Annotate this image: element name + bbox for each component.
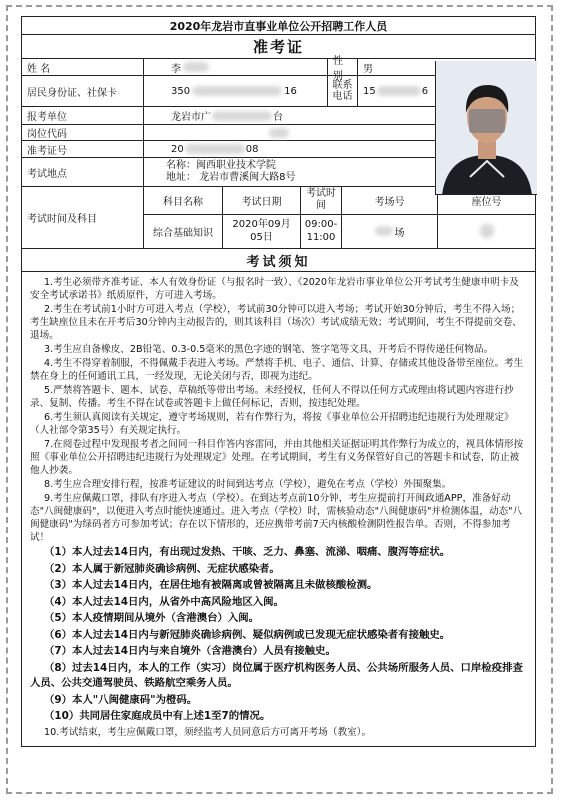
admission-ticket — [21, 16, 536, 747]
notice-item: 10.考试结束，考生应佩戴口罩，须经监考人员同意后方可离开考场（教室）。 — [44, 726, 372, 738]
health-condition-item: （8）过去14日内，本人的工作（实习）岗位属于医疗机构医务人员、公共场所服务人员、口岸检疫排查人员、公共交通驾驶员、铁路航空乘务人员。 — [30, 661, 523, 689]
name-label: 姓 名 — [22, 59, 144, 75]
candidate-photo — [435, 61, 537, 195]
ticket-subtitle: 准考证 — [252, 38, 304, 56]
notice-item: 5.严禁将答题卡、题本、试卷、草稿纸等带出考场。未经授权，任何人不得以任何方式或理由将试题内容进行抄录、复制、传播。考生不得在试卷或答题卡上做任何标记，否则，按违纪处理。 — [30, 385, 514, 409]
location-value — [144, 158, 435, 186]
ticket-number-value: 20 08 — [171, 143, 259, 155]
health-condition-item: （9）本人"八闽健康码"为橙码。 — [44, 693, 198, 706]
header-room: 考场号 — [342, 187, 438, 214]
health-condition-item: （1）本人过去14日内，有出现过发热、干咳、乏力、鼻塞、流涕、咽痛、腹泻等症状。 — [44, 546, 451, 558]
notice-item: 3.考生应自备橡皮、2B铅笔、0.3-0.5毫米的黑色字迹的钢笔、签字笔等文具，开考后不得传递任何物品。 — [44, 344, 494, 355]
seat-value — [438, 215, 535, 248]
gender-label: 性别 — [328, 59, 358, 75]
gender-value: 男 — [363, 63, 373, 75]
ticket-number-label: 准考证号 — [22, 141, 144, 157]
header-date: 考试日期 — [223, 187, 301, 214]
id-label: 居民身份证、社保卡 — [22, 76, 144, 106]
notice-title: 考试须知 — [246, 254, 311, 270]
name-value: 李 — [144, 59, 328, 75]
notice-item: 7.在阅卷过程中发现报考者之间同一科目作答内容雷同，并由其他相关证据证明其作弊行为成立的，视具体情形按照《事业单位公开招聘违纪违规行为处理规定》处理。在考试期间，考生有义务保管好自己的答题卡和试卷，防止被他人抄袭。 — [30, 439, 524, 476]
notice-item: 1.考生必须带齐准考证、本人有效身份证（与报名时一致）、《2020年龙岩市事业单位公开考试考生健康申明卡及安全考试承诺书》纸质原件，方可进入考场。 — [30, 277, 519, 301]
health-condition-item: （4）本人过去14日内，从省外中高风险地区入闽。 — [44, 595, 284, 608]
room-value: 场 — [342, 215, 438, 248]
location-address: 地址： 龙岩市曹溪闽大路8号 — [166, 172, 296, 183]
post-code-value — [144, 125, 435, 140]
post-code-label: 岗位代码 — [22, 125, 144, 140]
health-condition-item: （3）本人过去14日内，在居住地有被隔离或曾被隔离且未做核酸检测。 — [44, 579, 378, 591]
time-value: 09:00-11:00 — [301, 215, 342, 248]
exam-time-label: 考试时间及科目 — [22, 187, 144, 248]
header-subject: 科目名称 — [144, 187, 223, 214]
health-condition-item: （2）本人属于新冠肺炎确诊病例、无症状感染者。 — [44, 562, 280, 575]
page-border — [6, 5, 553, 794]
header-seat: 座位号 — [471, 196, 502, 208]
health-condition-item: （10）共同居住家庭成员中有上述1至7的情况。 — [44, 710, 271, 722]
phone-value: 15 6 — [363, 85, 429, 97]
person-photo-icon — [436, 61, 537, 195]
unit-value: 龙岩市广 台 — [171, 112, 283, 123]
notice-item: 2.考生在考试前1小时方可进入考点（学校），考试前30分钟可以进入考场；考试开始30分钟后，考生不得入场；考生缺座位且未在开考后30分钟内主动报告的，则其该科目（场次）考试成绩无效；考试期间，考生不得提前交卷、退场。 — [30, 304, 522, 341]
subject-value: 综合基础知识 — [144, 215, 223, 248]
date-value: 2020年09月05日 — [223, 215, 301, 248]
notice-body — [22, 272, 535, 746]
unit-label: 报考单位 — [22, 107, 144, 124]
location-name: 名称：闽西职业技术学院 — [166, 160, 276, 171]
health-condition-item: （7）本人过去14日内与来自境外（含港澳台）人员有接触史。 — [44, 645, 336, 657]
notice-item: 6.考生须认真阅读有关规定，遵守考场规则，若有作弊行为，将按《事业单位公开招聘违纪违规行为处理规定》（人社部令第35号）有关规定执行。 — [30, 412, 514, 436]
notice-item: 9.考生应佩戴口罩，排队有序进入考点（学校）。在到达考点前10分钟，考生应提前打开闽政通APP，准备好动态"八闽健康码"，以便进入考点时能快速通过。进入考点（学校）时，需核验动态"八闽健康码"并检测体温，动态"八闽健康码"为绿码者方可参加考试；存在以下情形的，还应携带考前7天内核酸检测阴性报告单。否则，不得参加考试！ — [30, 493, 523, 543]
notice-item: 4.考生不得穿着制服，不得佩戴手表进入考场。严禁将手机、电子、通信、计算、存储或其他设备带至座位。考生禁在身上的任何通讯工具，一经发现，无论关闭与否，即视为违纪。 — [30, 358, 524, 382]
notice-item: 8.考生应合理安排行程，按准考证建议的时间到达考点（学校），避免在考点（学校）外围聚集。 — [44, 479, 452, 490]
ticket-title: 2020年龙岩市直事业单位公开招聘工作人员 — [169, 19, 388, 33]
header-time: 考试时间 — [301, 187, 342, 214]
location-label: 考试地点 — [22, 158, 144, 186]
health-condition-item: （5）本人疫情期间从境外（含港澳台）入闽。 — [44, 612, 260, 624]
id-value: 350 16 — [144, 76, 328, 106]
phone-label: 联系 电话 — [328, 76, 358, 106]
health-condition-item: （6）本人过去14日内与新冠肺炎确诊病例、疑似病例或已发现无症状感染者有接触史。 — [44, 628, 451, 641]
